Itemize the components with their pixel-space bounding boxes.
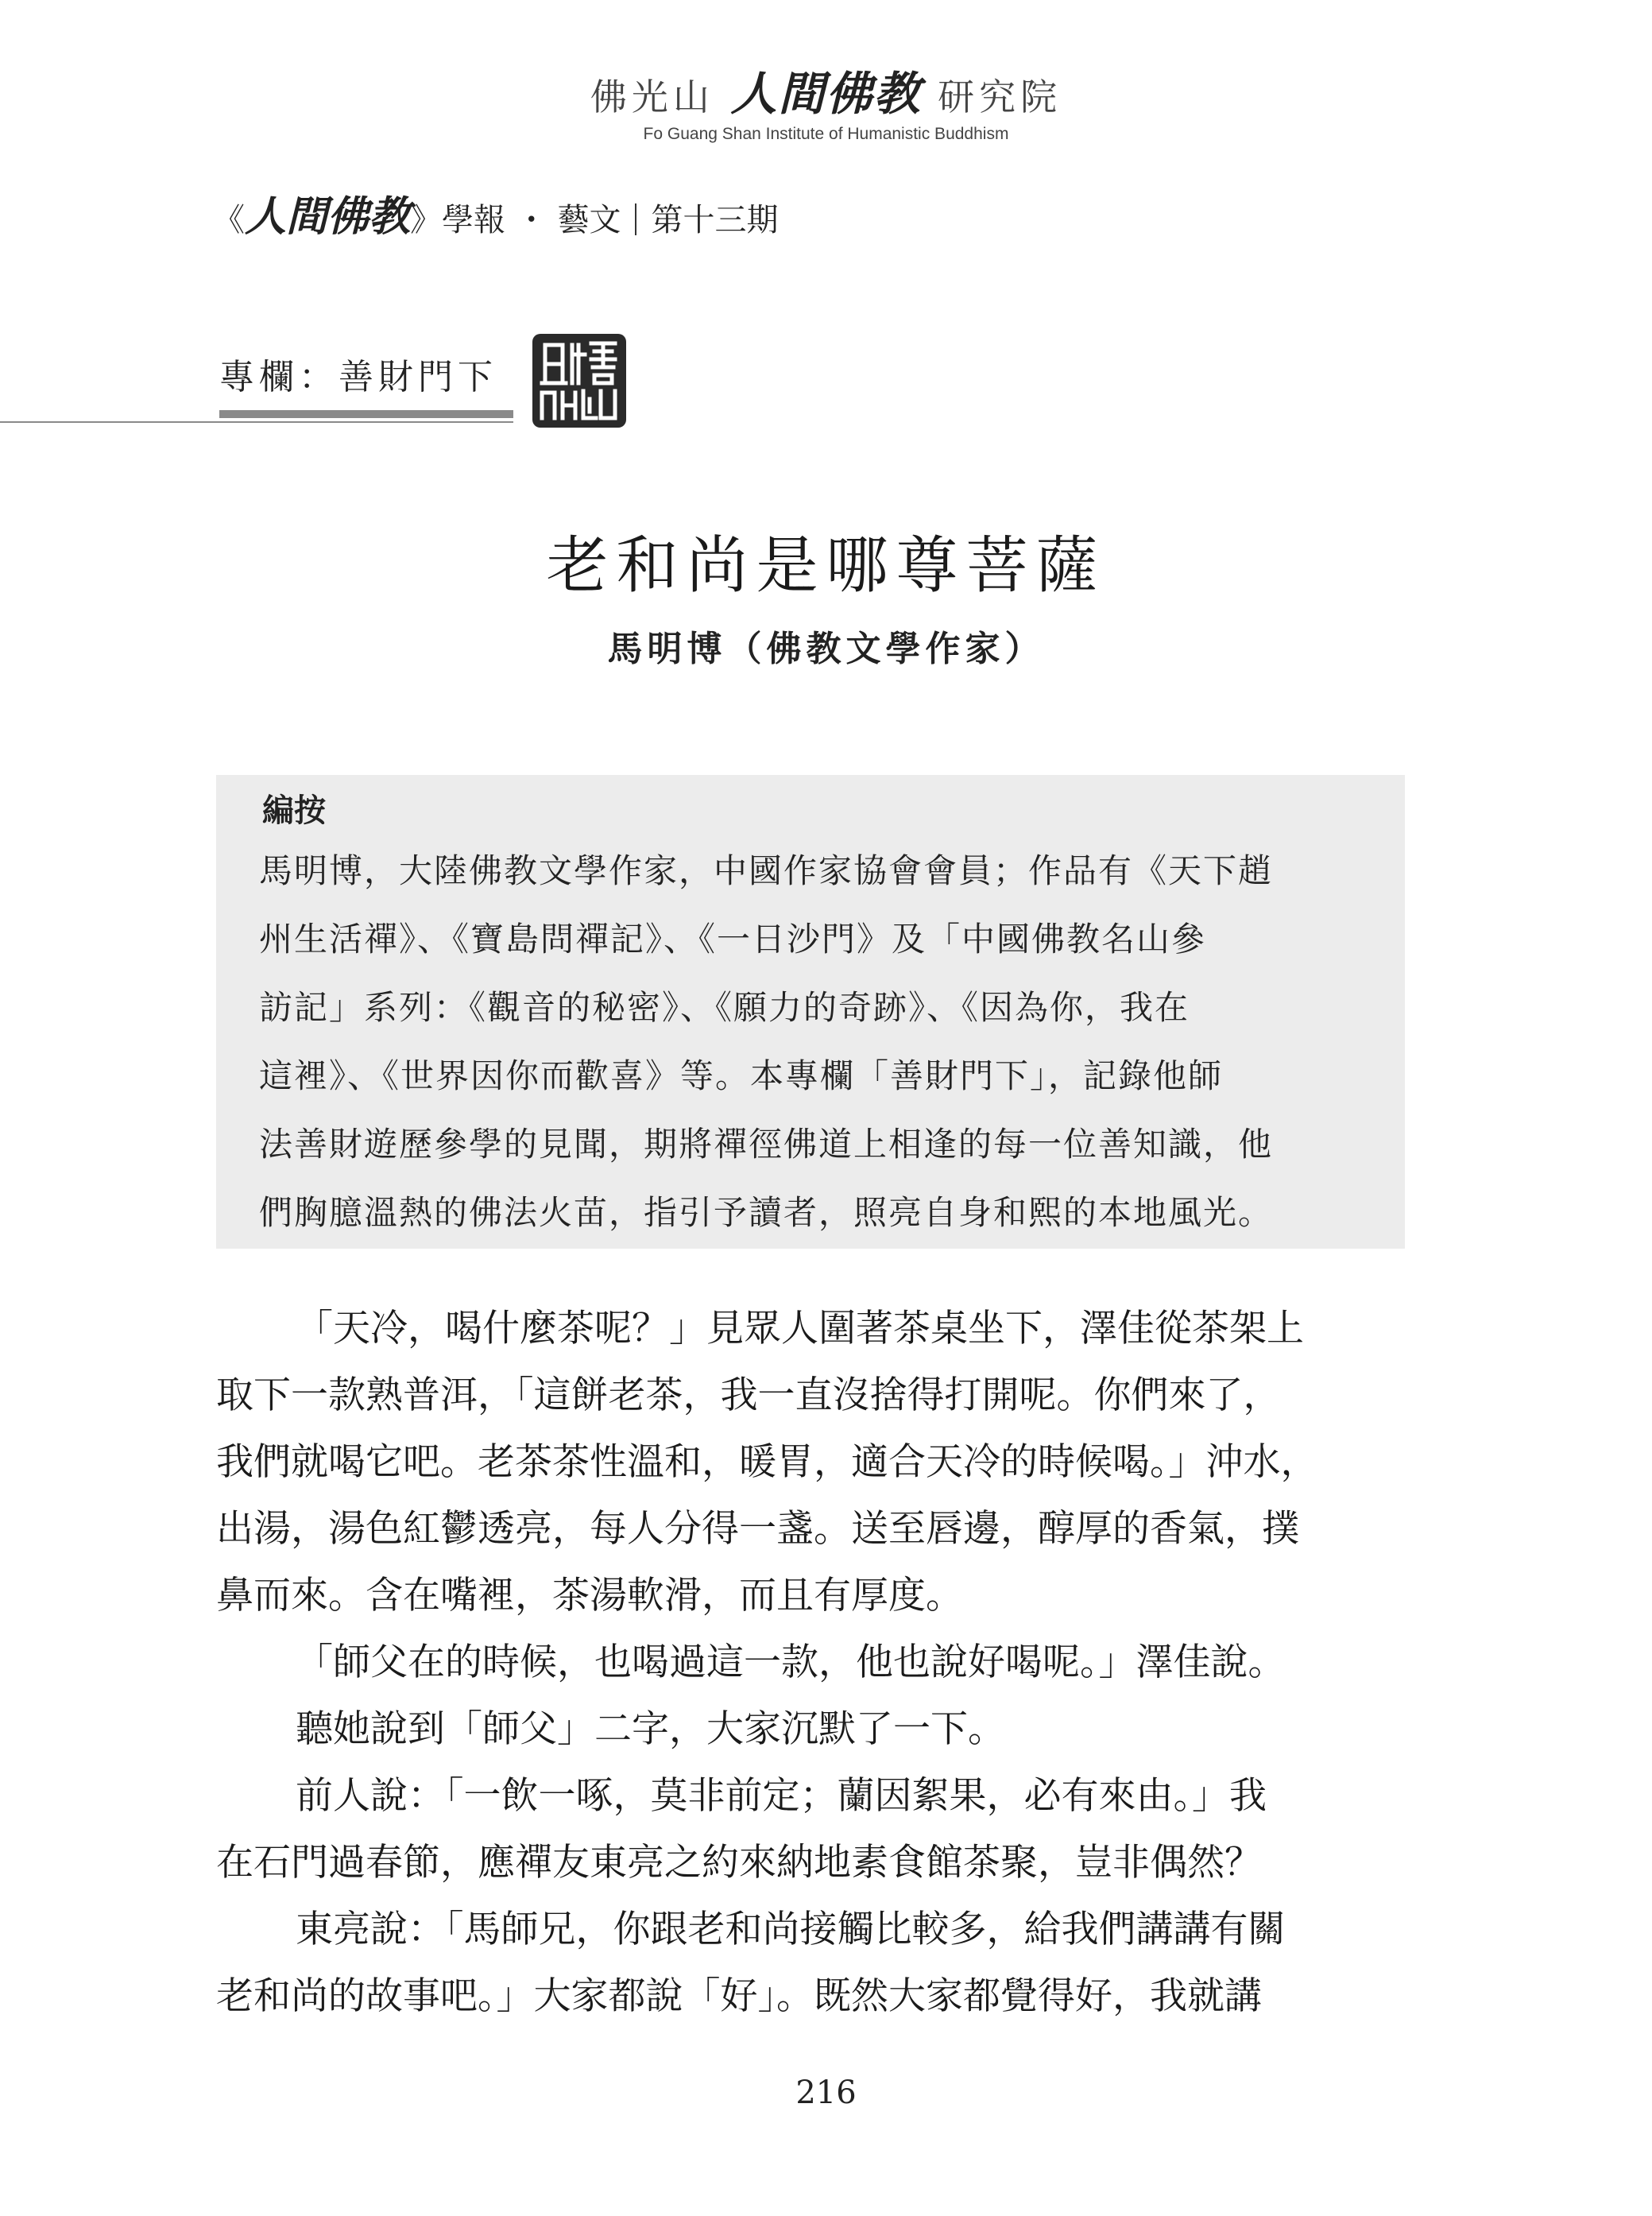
journal-open-bracket: 《: [213, 202, 245, 238]
masthead-prefix: 佛光山: [590, 76, 714, 118]
journal-divider: [635, 203, 636, 235]
body-line: 老和尚的故事吧。」大家都說「好」。既然大家都覺得好，我就講: [216, 1974, 1262, 2018]
editor-note-line: 法善財遊歷參學的見聞，期將禪徑佛道上相逢的每一位善知識，他: [259, 1125, 1274, 1164]
article-title: 老和尚是哪尊菩薩: [546, 530, 1106, 602]
body-line: 我們就喝它吧。老茶茶性溫和，暖胃，適合天冷的時候喝。」沖水，: [216, 1440, 1318, 1484]
article-byline: 馬明博（佛教文學作家）: [607, 629, 1045, 669]
body-line: 出湯，湯色紅鬱透亮，每人分得一盞。送至唇邊，醇厚的香氣，撲: [216, 1507, 1299, 1551]
column-title: 專欄：善財門下: [219, 357, 497, 397]
masthead: [0, 67, 1652, 146]
column-underline: [219, 410, 513, 418]
journal-calligraphy: 人間佛教: [245, 192, 411, 241]
seal-stamp-icon: [531, 332, 628, 429]
masthead-calligraphy-logo: 人間佛教: [730, 67, 922, 121]
journal-line: [213, 193, 778, 244]
journal-issue: 第十三期: [651, 202, 779, 238]
masthead-suffix: 研究院: [938, 76, 1062, 118]
column-rule: [0, 421, 513, 423]
editor-note-line: 馬明博，大陸佛教文學作家，中國作家協會會員；作品有《天下趙: [259, 851, 1274, 890]
body-line: 聽她說到「師父」二字，大家沉默了一下。: [296, 1707, 1005, 1751]
body-line: 在石門過春節，應禪友東亮之約來納地素食館茶聚，豈非偶然？: [216, 1841, 1262, 1885]
body-line: 「天冷，喝什麼茶呢？」見眾人圍著茶桌坐下，澤佳從茶架上: [296, 1307, 1304, 1350]
journal-section: 》學報 ・ 藝文: [410, 202, 621, 238]
body-line: 取下一款熟普洱，「這餅老茶，我一直沒捨得打開呢。你們來了，: [216, 1373, 1281, 1417]
editor-note-line: 訪記」系列：《觀音的秘密》、《願力的奇跡》、《因為你，我在: [259, 988, 1190, 1027]
editor-note-line: 這裡》、《世界因你而歡喜》等。本專欄「善財門下」，記錄他師: [259, 1056, 1224, 1095]
editor-note-line: 們胸臆溫熱的佛法火苗，指引予讀者，照亮自身和熙的本地風光。: [259, 1193, 1274, 1232]
body-line: 前人說：「一飲一啄，莫非前定；蘭因絮果，必有來由。」我: [296, 1774, 1267, 1818]
masthead-english: Fo Guang Shan Institute of Humanistic Buddhism: [643, 125, 1009, 143]
body-line: 鼻而來。含在嘴裡，茶湯軟滑，而且有厚度。: [216, 1574, 963, 1617]
editor-note-heading: 編按: [262, 792, 326, 829]
page-number: 216: [795, 2075, 857, 2111]
editor-note-line: 州生活禪》、《寶島問禪記》、《一日沙門》及「中國佛教名山參: [259, 920, 1207, 959]
body-line: 東亮說：「馬師兄，你跟老和尚接觸比較多，給我們講講有關: [296, 1908, 1286, 1951]
body-line: 「師父在的時候，也喝過這一款，他也說好喝呢。」澤佳說。: [296, 1641, 1286, 1684]
